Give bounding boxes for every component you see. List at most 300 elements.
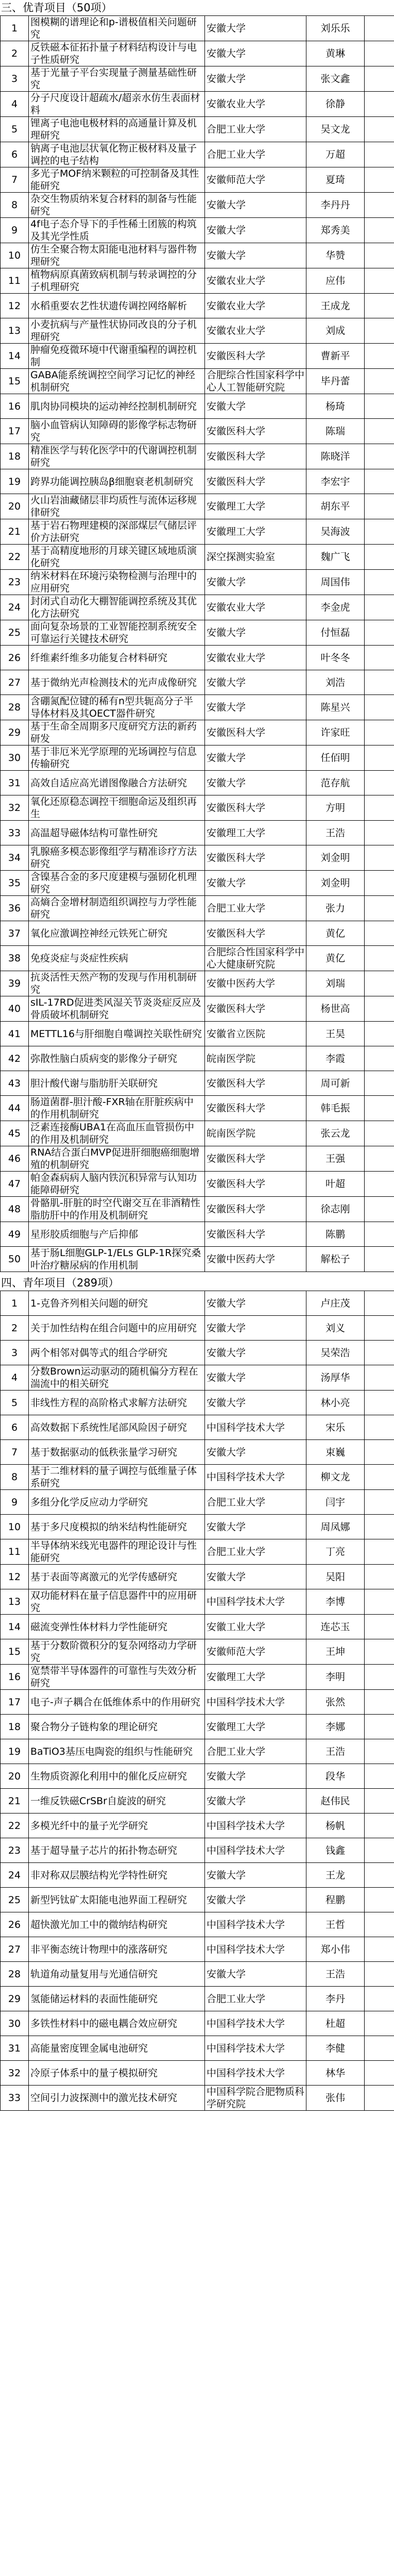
project-title: 脑小血管病认知障碍的影像学标志物研究 — [29, 419, 205, 444]
project-title: 帕金森病病人脑内铁沉积异常与认知功能障碍研究 — [29, 1172, 205, 1197]
host-unit: 中国科学技术大学 — [205, 1690, 306, 1715]
project-title: sIL-17RD促进类风湿关节炎炎症反应及骨质破坏机制研究 — [29, 996, 205, 1022]
project-title: 水稻重要农艺性状遗传调控网络解析 — [29, 294, 205, 318]
table-row — [1, 1465, 394, 1490]
table-row — [1, 193, 394, 218]
project-title: 肌肉协同模块的运动神经控制机制研究 — [29, 394, 205, 419]
host-unit: 安徽医科大学 — [205, 1146, 306, 1172]
empty-cell — [365, 1863, 394, 1888]
table-row — [1, 117, 394, 142]
project-title: 一维反铁磁CrSBr自旋波的研究 — [29, 1789, 205, 1814]
principal-investigator: 叶超 — [306, 1172, 365, 1197]
project-title: 肿瘤免疫微环境中代谢重编程的调控机制 — [29, 344, 205, 369]
host-unit: 安徽大学 — [205, 1565, 306, 1589]
table-row — [1, 318, 394, 344]
row-number: 42 — [1, 1046, 29, 1071]
row-number: 22 — [1, 1814, 29, 1838]
table-row — [1, 1440, 394, 1465]
table-row — [1, 1589, 394, 1615]
host-unit: 安徽医科大学 — [205, 1222, 306, 1247]
row-number: 36 — [1, 896, 29, 921]
row-number: 27 — [1, 670, 29, 695]
empty-cell — [365, 2036, 394, 2061]
host-unit: 安徽医科大学 — [205, 996, 306, 1022]
empty-cell — [365, 1764, 394, 1789]
table-row — [1, 1615, 394, 1639]
table-row — [1, 921, 394, 946]
project-title: 超快激光加工中的微纳结构研究 — [29, 1912, 205, 1937]
principal-investigator: 黄亿 — [306, 921, 365, 946]
principal-investigator: 张云龙 — [306, 1121, 365, 1146]
table-row — [1, 1365, 394, 1391]
empty-cell — [365, 646, 394, 670]
row-number: 43 — [1, 1071, 29, 1096]
empty-cell — [365, 1539, 394, 1565]
host-unit: 安徽理工大学 — [205, 1665, 306, 1690]
host-unit: 中国科学技术大学 — [205, 2011, 306, 2036]
project-title: 新型钙钛矿太阳能电池界面工程研究 — [29, 1888, 205, 1912]
project-title: 基于分数阶微积分的复杂网络动力学研究 — [29, 1639, 205, 1665]
empty-cell — [365, 1515, 394, 1539]
empty-cell — [365, 795, 394, 821]
table-row — [1, 519, 394, 545]
row-number: 30 — [1, 2011, 29, 2036]
empty-cell — [365, 1146, 394, 1172]
host-unit: 安徽农业大学 — [205, 595, 306, 620]
project-title: 氧化还原稳态调控干细胞命运及组织再生 — [29, 795, 205, 821]
host-unit: 安徽医科大学 — [205, 1071, 306, 1096]
empty-cell — [365, 1391, 394, 1415]
empty-cell — [365, 1615, 394, 1639]
project-title: 含镍基合金的多尺度建模与强韧化机理研究 — [29, 871, 205, 896]
empty-cell — [365, 1665, 394, 1690]
table-row — [1, 1247, 394, 1272]
row-number: 10 — [1, 243, 29, 268]
principal-investigator: 刘金明 — [306, 871, 365, 896]
host-unit: 安徽医科大学 — [205, 344, 306, 369]
principal-investigator: 许家旺 — [306, 720, 365, 745]
empty-cell — [365, 1789, 394, 1814]
host-unit: 安徽医科大学 — [205, 1197, 306, 1222]
host-unit: 中国科学技术大学 — [205, 1937, 306, 1962]
table-row — [1, 218, 394, 243]
row-number: 8 — [1, 1465, 29, 1490]
table-row — [1, 1341, 394, 1365]
table-row — [1, 1764, 394, 1789]
row-number: 29 — [1, 720, 29, 745]
table-row — [1, 469, 394, 494]
principal-investigator: 王成龙 — [306, 294, 365, 318]
table-row — [1, 1539, 394, 1565]
table-row — [1, 1789, 394, 1814]
row-number: 21 — [1, 1789, 29, 1814]
empty-cell — [365, 1247, 394, 1272]
empty-cell — [365, 1565, 394, 1589]
empty-cell — [365, 595, 394, 620]
host-unit: 安徽中医药大学 — [205, 1247, 306, 1272]
project-title: 杂交生物质纳米复合材料的制备与性能研究 — [29, 193, 205, 218]
empty-cell — [365, 1962, 394, 1987]
table-row — [1, 1096, 394, 1121]
row-number: 44 — [1, 1096, 29, 1121]
row-number: 26 — [1, 646, 29, 670]
principal-investigator: 方明 — [306, 795, 365, 821]
project-title: 基于高精度地形的月球关键区域地质演化研究 — [29, 545, 205, 570]
principal-investigator: 郑秀美 — [306, 218, 365, 243]
principal-investigator: 黄琳 — [306, 41, 365, 66]
host-unit: 安徽师范大学 — [205, 167, 306, 193]
row-number: 24 — [1, 595, 29, 620]
project-title: 高能量密度锂金属电池研究 — [29, 2036, 205, 2061]
row-number: 20 — [1, 1764, 29, 1789]
project-title: 非平衡态统计物理中的涨落研究 — [29, 1937, 205, 1962]
project-title: 肠道菌群-胆汁酸-FXR轴在肝脏疾病中的作用机制研究 — [29, 1096, 205, 1121]
host-unit: 安徽大学 — [205, 1391, 306, 1415]
principal-investigator: 陈鹏 — [306, 1222, 365, 1247]
host-unit: 安徽农业大学 — [205, 318, 306, 344]
host-unit: 合肥工业大学 — [205, 1987, 306, 2011]
principal-investigator: 丁亮 — [306, 1539, 365, 1565]
host-unit: 中国科学技术大学 — [205, 1912, 306, 1937]
principal-investigator: 刘乐乐 — [306, 16, 365, 41]
empty-cell — [365, 1490, 394, 1515]
project-title: 基于超导量子芯片的拓扑物态研究 — [29, 1838, 205, 1863]
row-number: 5 — [1, 1391, 29, 1415]
row-number: 16 — [1, 1665, 29, 1690]
table-row — [1, 670, 394, 695]
principal-investigator: 李健 — [306, 2036, 365, 2061]
row-number: 31 — [1, 2036, 29, 2061]
empty-cell — [365, 92, 394, 117]
host-unit: 安徽大学 — [205, 1764, 306, 1789]
principal-investigator: 刘成 — [306, 318, 365, 344]
row-number: 21 — [1, 519, 29, 545]
project-table — [0, 15, 394, 1272]
row-number: 6 — [1, 1415, 29, 1440]
row-number: 25 — [1, 620, 29, 646]
empty-cell — [365, 570, 394, 595]
principal-investigator: 杨琦 — [306, 394, 365, 419]
project-title: 高温超导磁体结构可靠性研究 — [29, 821, 205, 845]
row-number: 7 — [1, 167, 29, 193]
row-number: 12 — [1, 294, 29, 318]
empty-cell — [365, 921, 394, 946]
empty-cell — [365, 394, 394, 419]
table-row — [1, 344, 394, 369]
project-title: 分子尺度设计超疏水/超亲水仿生表面材料 — [29, 92, 205, 117]
principal-investigator: 杜超 — [306, 2011, 365, 2036]
row-number: 11 — [1, 268, 29, 294]
empty-cell — [365, 845, 394, 871]
table-row — [1, 795, 394, 821]
principal-investigator: 陈星兴 — [306, 695, 365, 720]
row-number: 45 — [1, 1121, 29, 1146]
row-number: 3 — [1, 66, 29, 92]
host-unit: 安徽大学 — [205, 695, 306, 720]
table-row — [1, 646, 394, 670]
principal-investigator: 吴荣浩 — [306, 1341, 365, 1365]
table-row — [1, 1391, 394, 1415]
project-title: 封闭式自动化大棚智能调控系统及其优化方法研究 — [29, 595, 205, 620]
project-title: 空间引力波探测中的激光技术研究 — [29, 2086, 205, 2111]
table-row — [1, 1639, 394, 1665]
table-row — [1, 896, 394, 921]
host-unit: 皖南医学院 — [205, 1046, 306, 1071]
principal-investigator: 李宏宇 — [306, 469, 365, 494]
project-title: 基于数据驱动的低秩张量学习研究 — [29, 1440, 205, 1465]
empty-cell — [365, 1690, 394, 1715]
row-number: 11 — [1, 1539, 29, 1565]
row-number: 24 — [1, 1863, 29, 1888]
empty-cell — [365, 167, 394, 193]
table-row — [1, 1739, 394, 1764]
project-title: 免疫炎症与炎症性疾病 — [29, 946, 205, 971]
row-number: 50 — [1, 1247, 29, 1272]
project-title: 锂离子电池电极材料的高通量计算及机理研究 — [29, 117, 205, 142]
row-number: 17 — [1, 1690, 29, 1715]
empty-cell — [365, 695, 394, 720]
empty-cell — [365, 1739, 394, 1764]
row-number: 48 — [1, 1197, 29, 1222]
principal-investigator: 夏琦 — [306, 167, 365, 193]
host-unit: 安徽大学 — [205, 41, 306, 66]
host-unit: 合肥工业大学 — [205, 1739, 306, 1764]
host-unit: 安徽农业大学 — [205, 268, 306, 294]
principal-investigator: 吴阳 — [306, 1565, 365, 1589]
project-title: 多铁性材料中的磁电耦合效应研究 — [29, 2011, 205, 2036]
host-unit: 中国科学技术大学 — [205, 1415, 306, 1440]
empty-cell — [365, 1071, 394, 1096]
row-number: 32 — [1, 795, 29, 821]
empty-cell — [365, 771, 394, 795]
empty-cell — [365, 620, 394, 646]
row-number: 3 — [1, 1341, 29, 1365]
section-heading: 三、优青项目（50项） — [1, 2, 112, 14]
table-row — [1, 419, 394, 444]
row-number: 34 — [1, 845, 29, 871]
principal-investigator: 刘义 — [306, 1316, 365, 1341]
empty-cell — [365, 1046, 394, 1071]
host-unit: 安徽师范大学 — [205, 1639, 306, 1665]
empty-cell — [365, 268, 394, 294]
project-title: BaTiO3基压电陶瓷的组织与性能研究 — [29, 1739, 205, 1764]
project-title: 跨界功能调控胰岛β细胞衰老机制研究 — [29, 469, 205, 494]
table-row — [1, 1291, 394, 1316]
table-row — [1, 2086, 394, 2111]
principal-investigator: 柳文龙 — [306, 1465, 365, 1490]
empty-cell — [365, 1937, 394, 1962]
project-title: 弥散性脑白质病变的影像分子研究 — [29, 1046, 205, 1071]
empty-cell — [365, 16, 394, 41]
row-number: 1 — [1, 1291, 29, 1316]
project-title: 多组分化学反应动力学研究 — [29, 1490, 205, 1515]
row-number: 32 — [1, 2061, 29, 2086]
host-unit: 安徽大学 — [205, 771, 306, 795]
row-number: 30 — [1, 745, 29, 771]
principal-investigator: 胡东平 — [306, 494, 365, 519]
project-title: 基于岩石物理建模的深部煤层气储层评价方法研究 — [29, 519, 205, 545]
principal-investigator: 周可新 — [306, 1071, 365, 1096]
table-row — [1, 268, 394, 294]
principal-investigator: 李霞 — [306, 1046, 365, 1071]
empty-cell — [365, 545, 394, 570]
principal-investigator: 钱鑫 — [306, 1838, 365, 1863]
project-title: 含硼氮配位键的稀有n型共轭高分子半导体材料及其OECT器件研究 — [29, 695, 205, 720]
project-title: 关于加性结构在组合问题中的应用研究 — [29, 1316, 205, 1341]
project-title: 基于二维材料的量子调控与低维量子体系研究 — [29, 1465, 205, 1490]
host-unit: 安徽理工大学 — [205, 494, 306, 519]
empty-cell — [365, 1341, 394, 1365]
principal-investigator: 徐志刚 — [306, 1197, 365, 1222]
project-title: 高熵合金增材制造组织调控与力学性能研究 — [29, 896, 205, 921]
host-unit: 安徽大学 — [205, 1365, 306, 1391]
row-number: 17 — [1, 419, 29, 444]
row-number: 47 — [1, 1172, 29, 1197]
row-number: 40 — [1, 996, 29, 1022]
host-unit: 合肥综合性国家科学中心人工智能研究院 — [205, 369, 306, 394]
principal-investigator: 韩毛振 — [306, 1096, 365, 1121]
table-row — [1, 545, 394, 570]
host-unit: 安徽大学 — [205, 1440, 306, 1465]
empty-cell — [365, 519, 394, 545]
host-unit: 安徽大学 — [205, 620, 306, 646]
project-title: 乳腺癌多模态影像组学与精准诊疗方法研究 — [29, 845, 205, 871]
host-unit: 安徽理工大学 — [205, 1715, 306, 1739]
project-title: 电子-声子耦合在低维体系中的作用研究 — [29, 1690, 205, 1715]
table-row — [1, 1814, 394, 1838]
empty-cell — [365, 1415, 394, 1440]
empty-cell — [365, 294, 394, 318]
table-row — [1, 92, 394, 117]
host-unit: 安徽医科大学 — [205, 720, 306, 745]
host-unit: 中国科学技术大学 — [205, 2061, 306, 2086]
principal-investigator: 王浩 — [306, 1739, 365, 1764]
row-number: 5 — [1, 117, 29, 142]
table-row — [1, 1565, 394, 1589]
table-row — [1, 369, 394, 394]
empty-cell — [365, 971, 394, 996]
table-row — [1, 1172, 394, 1197]
project-title: 图模糊的谱理论和p-谱极值相关问题研究 — [29, 16, 205, 41]
empty-cell — [365, 1814, 394, 1838]
principal-investigator: 王龙 — [306, 1863, 365, 1888]
empty-cell — [365, 1096, 394, 1121]
host-unit: 安徽医科大学 — [205, 469, 306, 494]
row-number: 2 — [1, 41, 29, 66]
principal-investigator: 郑小伟 — [306, 1937, 365, 1962]
table-row — [1, 1222, 394, 1247]
empty-cell — [365, 745, 394, 771]
project-title: 基于非厄米光学原理的光场调控与信息传输研究 — [29, 745, 205, 771]
empty-cell — [365, 41, 394, 66]
principal-investigator: 王强 — [306, 1146, 365, 1172]
principal-investigator: 程鹏 — [306, 1888, 365, 1912]
empty-cell — [365, 1987, 394, 2011]
row-number: 33 — [1, 2086, 29, 2111]
empty-cell — [365, 1291, 394, 1316]
host-unit: 安徽医科大学 — [205, 921, 306, 946]
host-unit: 皖南医学院 — [205, 1121, 306, 1146]
principal-investigator: 李明 — [306, 1665, 365, 1690]
principal-investigator: 杨世高 — [306, 996, 365, 1022]
table-row — [1, 1316, 394, 1341]
principal-investigator: 万超 — [306, 142, 365, 167]
empty-cell — [365, 1172, 394, 1197]
host-unit: 中国科学技术大学 — [205, 1814, 306, 1838]
table-row — [1, 771, 394, 795]
project-title: 小麦抗病与产量性状协同改良的分子机理研究 — [29, 318, 205, 344]
principal-investigator: 付恒磊 — [306, 620, 365, 646]
project-title: 半导体纳米线光电器件的理论设计与性能研究 — [29, 1539, 205, 1565]
empty-cell — [365, 369, 394, 394]
principal-investigator: 应伟 — [306, 268, 365, 294]
host-unit: 合肥工业大学 — [205, 1539, 306, 1565]
row-number: 12 — [1, 1565, 29, 1589]
empty-cell — [365, 996, 394, 1022]
project-title: 轨道角动量复用与光通信研究 — [29, 1962, 205, 1987]
project-title: 1-克鲁齐列相关问题的研究 — [29, 1291, 205, 1316]
project-title: 基于微纳光声检测技术的光声成像研究 — [29, 670, 205, 695]
project-title: RNA结合蛋白MVP促进肝细胞癌细胞增殖的机制研究 — [29, 1146, 205, 1172]
principal-investigator: 华赞 — [306, 243, 365, 268]
project-title: 基于生命全周期多尺度研究方法的新药研发 — [29, 720, 205, 745]
project-title: 两个相邻对偶等式的组合学研究 — [29, 1341, 205, 1365]
empty-cell — [365, 871, 394, 896]
row-number: 13 — [1, 1589, 29, 1615]
host-unit: 安徽农业大学 — [205, 294, 306, 318]
empty-cell — [365, 1838, 394, 1863]
table-row — [1, 1690, 394, 1715]
row-number: 19 — [1, 469, 29, 494]
row-number: 8 — [1, 193, 29, 218]
principal-investigator: 解松子 — [306, 1247, 365, 1272]
project-title: 火山岩油藏储层非均质性与流体运移规律研究 — [29, 494, 205, 519]
table-row — [1, 595, 394, 620]
project-title: 聚合物分子链构象的理论研究 — [29, 1715, 205, 1739]
table-row — [1, 1912, 394, 1937]
section-heading: 四、青年项目（289项） — [1, 1277, 119, 1289]
principal-investigator: 毕丹蕾 — [306, 369, 365, 394]
project-title: 基于表面等离激元的光学传感研究 — [29, 1565, 205, 1589]
principal-investigator: 闫宇 — [306, 1490, 365, 1515]
table-row — [1, 1071, 394, 1096]
row-number: 23 — [1, 1838, 29, 1863]
table-row — [1, 394, 394, 419]
empty-cell — [365, 419, 394, 444]
empty-cell — [365, 1912, 394, 1937]
project-title: 多光子MOF纳米颗粒的可控制备及其性能研究 — [29, 167, 205, 193]
host-unit: 安徽中医药大学 — [205, 971, 306, 996]
row-number: 4 — [1, 92, 29, 117]
principal-investigator: 黄亿 — [306, 946, 365, 971]
host-unit: 安徽医科大学 — [205, 444, 306, 469]
host-unit: 安徽大学 — [205, 670, 306, 695]
empty-cell — [365, 66, 394, 92]
row-number: 23 — [1, 570, 29, 595]
host-unit: 安徽大学 — [205, 1316, 306, 1341]
row-number: 35 — [1, 871, 29, 896]
table-row — [1, 1937, 394, 1962]
empty-cell — [365, 670, 394, 695]
table-row — [1, 720, 394, 745]
empty-cell — [365, 1022, 394, 1046]
row-number: 39 — [1, 971, 29, 996]
empty-cell — [365, 243, 394, 268]
table-row — [1, 2061, 394, 2086]
empty-cell — [365, 1222, 394, 1247]
table-row — [1, 142, 394, 167]
host-unit: 安徽大学 — [205, 871, 306, 896]
